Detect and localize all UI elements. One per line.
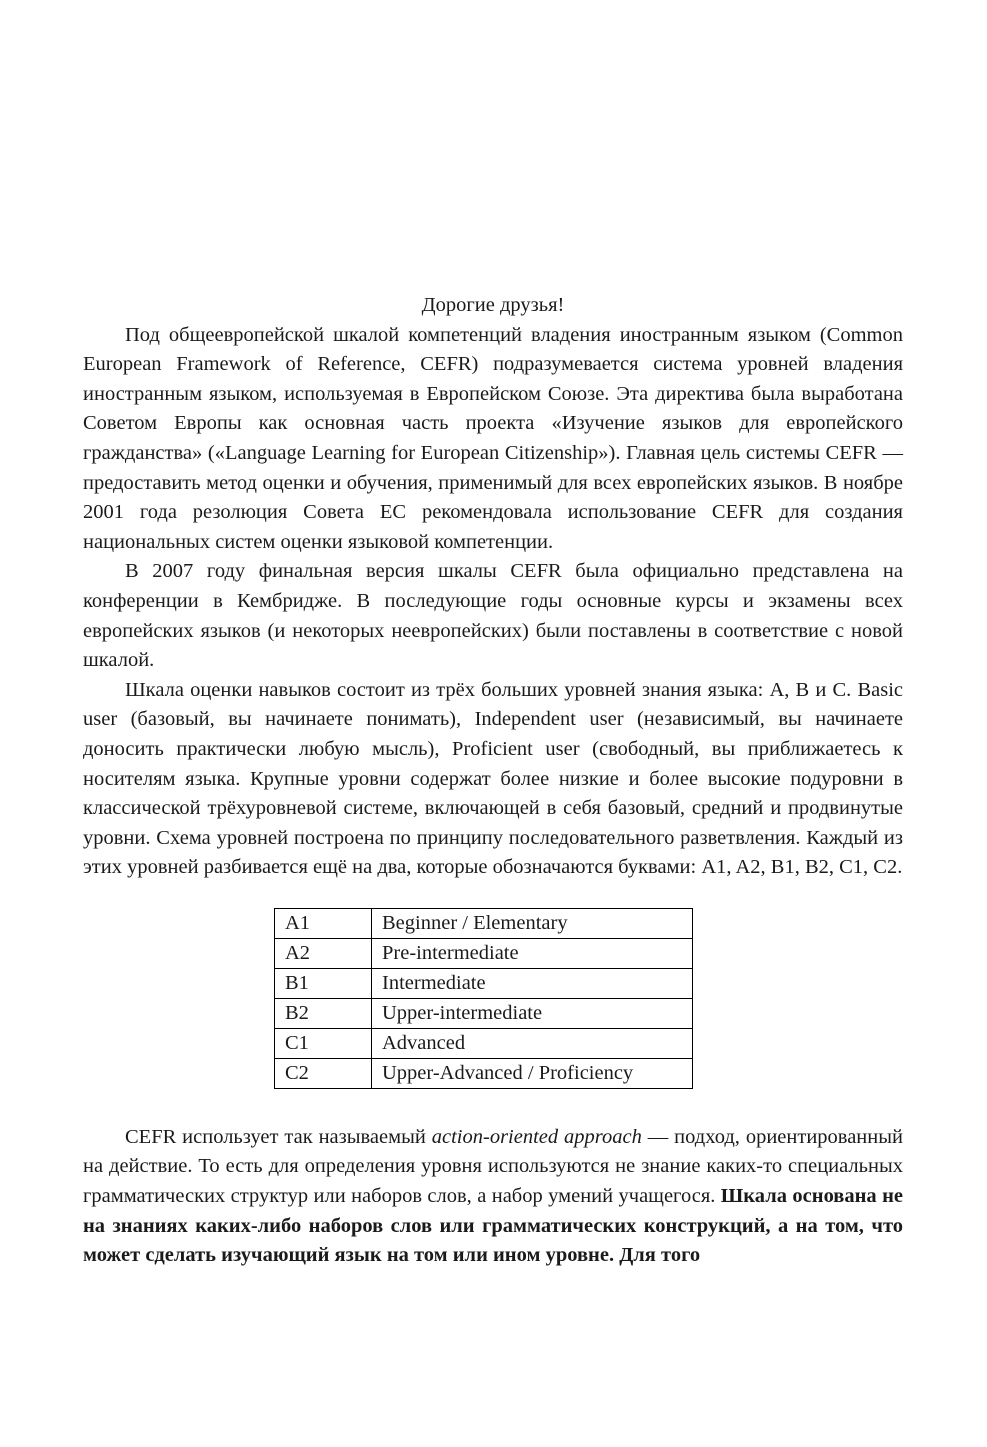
paragraph-4-italic-phrase: action-oriented approach (431, 1125, 642, 1148)
table-row (275, 938, 693, 968)
level-name: Upper-intermediate (372, 998, 693, 1028)
level-code: C2 (275, 1058, 372, 1088)
level-name: Beginner / Elementary (372, 908, 693, 938)
level-code: C1 (275, 1028, 372, 1058)
cefr-levels-table (274, 908, 693, 1089)
paragraph-3: Шкала оценки навыков состоит из трёх больших уровней знания языка: A, B и C. Basic user (базовый, вы начинаете понимать), Independent user (независимый, вы начинаете доносить практически любую мысль), Proficient user (свободный, вы приближаетесь к носителям языка. Крупные уровни содержат более низкие и более высокие подуровни в классической трёхуровневой системе, включающей в себя базовый, средний и продвинутые уровни. Схема уровней построена по принципу последовательного разветвления. Каждый из этих уровней разбивается ещё на два, которые обозначаются буквами: A1, A2, B1, B2, C1, C2. (83, 678, 903, 879)
paragraph-4-bold-phrase: Шкала основана не на знаниях каких-либо наборов слов или грамматических конструкций, а на том, что может сделать изучающий язык на том или ином уровне. Для того (83, 1185, 904, 1267)
paragraph-4-part-2: — подход, ориентированный на действие. То есть для определения уровня используются не знание каких-то специальных грамматических структур или наборов слов, а набор умений учащегося. (83, 1125, 903, 1208)
level-name: Upper-Advanced / Proficiency (372, 1058, 693, 1088)
table-row (275, 998, 693, 1028)
page-title: Дорогие друзья! (421, 294, 565, 316)
level-name: Pre-intermediate (372, 938, 693, 968)
table-row (275, 1058, 693, 1088)
levels-table-container (83, 908, 903, 1089)
paragraph-2: В 2007 году финальная версия шкалы CEFR была официально представлена на конференции в Кембридже. В последующие годы основные курсы и экзамены всех европейских языков (и некоторых неевропейских) были поставлены в соответствие с новой шкалой. (83, 560, 903, 672)
paragraph-4 (83, 1123, 903, 1271)
paragraph-1: Под общеевропейской шкалой компетенций владения иностранным языком (Common European Framework of Reference, CEFR) подразумевается система уровней владения иностранным языком, используемая в Европейском Союзе. Эта директива была выработана Советом Европы как основная часть проекта «Изучение языков для европейского гражданства» («Language Learning for European Citizenship»). Главная цель системы CEFR — предоставить метод оценки и обучения, применимый для всех европейских языков. В ноябре 2001 года резолюция Совета ЕС рекомендовала использование CEFR для создания национальных систем оценки языковой компетенции. (83, 323, 903, 553)
level-code: B2 (275, 998, 372, 1028)
level-name: Advanced (372, 1028, 693, 1058)
table-row (275, 1028, 693, 1058)
level-code: A2 (275, 938, 372, 968)
level-code: A1 (275, 908, 372, 938)
level-name: Intermediate (372, 968, 693, 998)
level-code: B1 (275, 968, 372, 998)
table-row (275, 908, 693, 938)
paragraph-4-part-1: CEFR использует так называемый (125, 1125, 432, 1148)
spacer (83, 1089, 903, 1123)
text-column (83, 291, 903, 1271)
table-row (275, 968, 693, 998)
